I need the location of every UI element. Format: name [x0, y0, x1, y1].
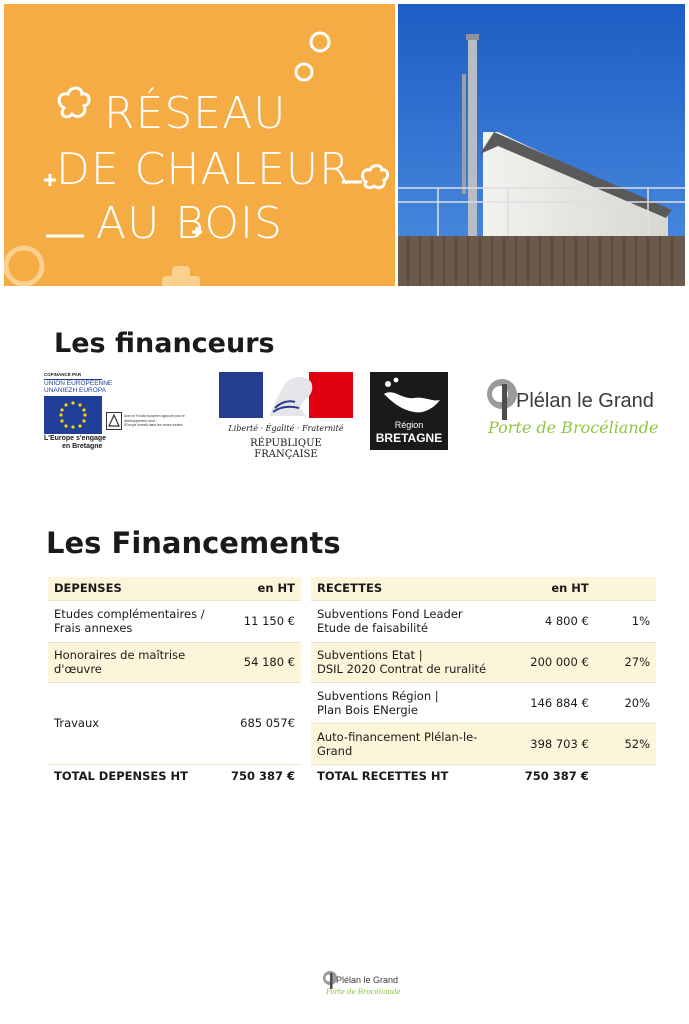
recettes-row-value: 200 000 € [498, 642, 595, 682]
recettes-row-pct: 1% [595, 600, 656, 642]
depenses-header-unit: en HT [225, 577, 301, 600]
depenses-header-label: DEPENSES [48, 577, 225, 600]
recettes-row-label [311, 723, 498, 764]
recettes-row-label-line1: Auto-financement Plélan-le-Grand [317, 729, 478, 758]
recettes-total-value: 750 387 € [498, 764, 595, 787]
plelan-tagline: Porte de Brocéliande [488, 418, 659, 437]
recettes-row [311, 723, 656, 764]
plelan-logo [484, 376, 659, 452]
depenses-table [48, 577, 301, 787]
eu-fine-print [124, 414, 206, 428]
depenses-row-label: Honoraires de maîtrise d'œuvre [48, 642, 225, 682]
recettes-row-pct: 20% [595, 682, 656, 723]
header-banner [4, 4, 395, 286]
depenses-row [48, 600, 301, 642]
eu-engage: L'Europe s'engage [44, 435, 107, 442]
recettes-row [311, 600, 656, 642]
recettes-table [311, 577, 656, 787]
depenses-row-label: Etudes complémentaires / Frais annexes [48, 600, 225, 642]
recettes-row-label-line2: DSIL 2020 Contrat de ruralité [317, 662, 487, 676]
recettes-total-row [311, 764, 656, 787]
recettes-header-unit: en HT [498, 577, 595, 600]
recettes-row-label-line2: Etude de faisabilité [317, 621, 428, 635]
footer-plelan-name: Plélan le Grand [336, 975, 399, 985]
depenses-row-label: Travaux [48, 682, 225, 764]
recettes-row-label-line1: Subventions Région | [317, 688, 439, 703]
recettes-header-label: RECETTES [311, 577, 498, 600]
recettes-row-label [311, 600, 498, 642]
recettes-row [311, 642, 656, 682]
recettes-header-row [311, 577, 656, 600]
depenses-row-value: 54 180 € [225, 642, 301, 682]
recettes-total-pct [595, 764, 656, 787]
building-photo [398, 4, 685, 286]
recettes-row-label [311, 682, 498, 723]
eu-union-fr: UNION EUROPÉENNE [44, 380, 113, 387]
bretagne-hermine-icon [370, 372, 448, 420]
bretagne-region-label: Région [394, 420, 424, 430]
depenses-total-row [48, 764, 301, 787]
title-line-2: DE CHALEUR [56, 144, 351, 195]
recettes-row-value: 146 884 € [498, 682, 595, 723]
region-bretagne-logo [370, 372, 448, 450]
depenses-row-value: 685 057€ [225, 682, 301, 764]
depenses-total-label: TOTAL DEPENSES HT [48, 764, 225, 787]
eu-fine-print-1: Avec le Fonds européen agricole pour le développement rural : [124, 414, 185, 423]
republique-francaise-logo [219, 372, 353, 460]
eu-flag-icon [44, 396, 102, 434]
depenses-row [48, 642, 301, 682]
eu-engage-place: en Bretagne [62, 443, 103, 450]
depenses-row-value: 11 150 € [225, 600, 301, 642]
bretagne-name: BRETAGNE [375, 431, 443, 445]
republique-motto: Liberté · Égalité · Fraternité [228, 424, 344, 433]
footer-plelan-logo [322, 970, 402, 1002]
eu-logo [44, 372, 204, 452]
depenses-header-row [48, 577, 301, 600]
eu-union-br: UNANIEZH EUROPA [44, 387, 106, 394]
recettes-row-pct: 52% [595, 723, 656, 764]
recettes-row [311, 682, 656, 723]
recettes-row-value: 398 703 € [498, 723, 595, 764]
footer-plelan-tagline: Porte de Brocéliande [326, 988, 401, 996]
eu-cofinanced-label: COFINANCÉ PAR [44, 372, 82, 377]
recettes-row-label-line2: Plan Bois ENergie [317, 702, 418, 717]
financeurs-title: Les financeurs [54, 328, 275, 359]
depenses-row [48, 682, 301, 764]
financements-title: Les Financements [46, 526, 341, 560]
recettes-row-label-line1: Subventions Fond Leader [317, 607, 463, 621]
recettes-row-label [311, 642, 498, 682]
plelan-name: Plélan le Grand [516, 390, 654, 412]
republique-name: RÉPUBLIQUE FRANÇAISE [250, 438, 322, 460]
recettes-row-value: 4 800 € [498, 600, 595, 642]
recettes-total-label: TOTAL RECETTES HT [311, 764, 498, 787]
title-line-1: RÉSEAU [104, 88, 287, 139]
eu-fine-print-2: l'Europe investit dans les zones rurales [124, 423, 183, 427]
marianne-flag-icon [219, 372, 353, 418]
recettes-header-pct [595, 577, 656, 600]
leader-logo-icon [106, 412, 122, 430]
depenses-total-value: 750 387 € [225, 764, 301, 787]
recettes-row-label-line1: Subventions Etat | [317, 648, 423, 662]
recettes-row-pct: 27% [595, 642, 656, 682]
building-chimney-illustration [398, 4, 685, 286]
title-line-3: AU BOIS [96, 198, 283, 249]
